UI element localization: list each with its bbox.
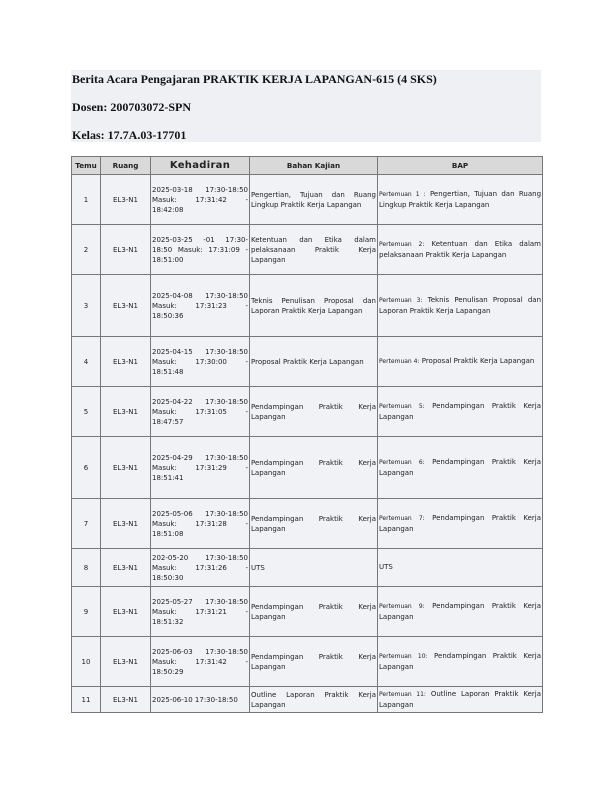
cell-ruang [101,587,151,637]
cell-ruang [101,499,151,549]
bap-prefix: Pertemuan 3: [379,297,423,304]
cell-ruang [101,275,151,337]
col-header-temu: Temu [72,157,101,175]
col-header-bap: BAP [378,157,543,175]
cell-ruang-text: EL3-N1 [113,407,138,416]
cell-temu-text: 10 [81,657,91,666]
cell-bap [378,437,543,499]
cell-ruang [101,175,151,225]
cell-temu [72,275,101,337]
cell-temu [72,499,101,549]
cell-kehadiran-text: 2025-04-22 17:30-18:50 Masuk: 17:31:05 - 18:47:57 [152,397,248,426]
cell-bahan-kajian [250,687,378,713]
cell-bahan-kajian [250,587,378,637]
table-row [72,275,543,337]
cell-bap [378,549,543,587]
cell-kehadiran-text: 2025-04-08 17:30-18:50 Masuk: 17:31:23 - 18:50:36 [152,291,248,320]
col-header-kehadiran: Kehadiran [151,157,250,175]
bap-text: Proposal Praktik Kerja Lapangan [421,357,535,365]
cell-bahan-kajian [250,275,378,337]
bap-prefix: Pertemuan 6: [379,459,425,466]
cell-temu-text: 8 [83,563,89,572]
cell-temu [72,587,101,637]
table-row [72,637,543,687]
cell-kehadiran-text: 2025-05-27 17:30-18:50 Masuk: 17:31:21 - 18:51:32 [152,597,248,626]
bap-prefix: Pertemuan 2: [379,241,425,248]
bap-text: Teknis Penulisan Proposal dan Laporan Praktik Kerja Lapangan [379,296,541,315]
cell-bap [378,387,543,437]
cell-ruang [101,687,151,713]
bap-prefix: Pertemuan 4: [379,358,420,365]
cell-bap [378,499,543,549]
bap-text: UTS [379,563,393,571]
bap-text: Pendampingan Praktik Kerja Lapangan [379,602,541,621]
cell-kehadiran-text: 2025-06-10 17:30-18:50 [152,695,238,704]
cell-kehadiran [151,437,250,499]
bap-text: Pendampingan Praktik Kerja Lapangan [379,652,541,671]
table-row [72,225,543,275]
cell-bahan-kajian [250,387,378,437]
col-header-bahan-kajian: Bahan Kajian [250,157,378,175]
cell-kehadiran-text: 2025-04-15 17:30-18:50 Masuk: 17:30:00 - 18:51:48 [152,347,248,376]
table-row [72,549,543,587]
attendance-table [71,156,543,713]
cell-kehadiran-text: 2025-03-18 17:30-18:50 Masuk: 17:31:42 - 18:42:08 [152,185,248,214]
cell-ruang-text: EL3-N1 [113,519,138,528]
cell-ruang-text: EL3-N1 [113,463,138,472]
cell-temu-text: 5 [83,407,89,416]
cell-bap [378,225,543,275]
cell-kehadiran [151,175,250,225]
cell-temu-text: 9 [83,607,89,616]
class-line: Kelas: 17.7A.03-17701 [72,128,187,142]
cell-bahan-kajian-text: Pendampingan Praktik Kerja Lapangan [251,514,376,533]
cell-temu [72,225,101,275]
cell-temu [72,175,101,225]
cell-kehadiran [151,499,250,549]
cell-bahan-kajian [250,337,378,387]
cell-temu [72,687,101,713]
cell-bap [378,687,543,713]
cell-ruang-text: EL3-N1 [113,195,138,204]
cell-bahan-kajian [250,437,378,499]
bap-prefix: Pertemuan 9: [379,603,425,610]
cell-bahan-kajian-text: Pendampingan Praktik Kerja Lapangan [251,602,376,621]
cell-kehadiran [151,275,250,337]
bap-text: Outline Laporan Praktik Kerja Lapangan [379,690,542,709]
cell-bahan-kajian-text: Teknis Penulisan Proposal dan Laporan Praktik Kerja Lapangan [251,296,376,315]
cell-temu-text: 2 [83,245,89,254]
bap-text: Pendampingan Praktik Kerja Lapangan [379,458,541,477]
bap-text: Pendampingan Praktik Kerja Lapangan [379,514,541,533]
cell-temu-text: 3 [83,301,89,310]
cell-temu-text: 4 [83,357,89,366]
cell-ruang-text: EL3-N1 [113,657,138,666]
bap-text: Pengertian, Tujuan dan Ruang Lingkup Praktik Kerja Lapangan [379,190,542,209]
cell-temu-text: 6 [83,463,89,472]
cell-bap [378,275,543,337]
cell-temu-text: 7 [83,519,89,528]
cell-bahan-kajian-text: Ketentuan dan Etika dalam pelaksanaan Praktik Kerja Lapangan [251,235,376,264]
cell-temu [72,637,101,687]
document-title: Berita Acara Pengajaran PRAKTIK KERJA LAPANGAN-615 (4 SKS) [72,72,437,86]
cell-bahan-kajian [250,499,378,549]
bap-prefix: Pertemuan 7: [379,515,425,522]
table-row [72,437,543,499]
cell-bap [378,637,543,687]
bap-prefix: Pertemuan 11: [379,691,426,698]
cell-temu [72,337,101,387]
cell-temu-text: 11 [81,695,91,704]
cell-bap [378,337,543,387]
cell-kehadiran-text: 2025-05-06 17:30-18:50 Masuk: 17:31:28 - 18:51:08 [152,509,248,538]
cell-temu [72,549,101,587]
lecturer-line: Dosen: 200703072-SPN [72,100,191,114]
cell-ruang-text: EL3-N1 [113,245,138,254]
cell-ruang [101,225,151,275]
cell-ruang-text: EL3-N1 [113,563,138,572]
cell-bap [378,175,543,225]
cell-bahan-kajian [250,225,378,275]
cell-kehadiran-text: 2025-03-25 -01 17:30-18:50 Masuk: 17:31:09 - 18:51:00 [152,235,248,264]
cell-temu-text: 1 [83,195,89,204]
cell-kehadiran [151,687,250,713]
cell-ruang [101,387,151,437]
cell-kehadiran-text: 202-05-20 17:30-18:50 Masuk: 17:31:26 - 18:50:30 [152,553,248,582]
cell-bahan-kajian-text: UTS [251,563,265,572]
bap-prefix: Pertemuan 5: [379,403,425,410]
cell-bap [378,587,543,637]
col-header-ruang: Ruang [101,157,151,175]
table-row [72,587,543,637]
cell-bahan-kajian [250,175,378,225]
cell-bahan-kajian-text: Proposal Praktik Kerja Lapangan [251,357,364,366]
cell-ruang-text: EL3-N1 [113,695,138,704]
cell-kehadiran [151,225,250,275]
cell-bahan-kajian [250,549,378,587]
table-header-row [72,157,543,175]
cell-ruang [101,437,151,499]
cell-temu [72,437,101,499]
cell-bahan-kajian-text: Pendampingan Praktik Kerja Lapangan [251,458,376,477]
table-row [72,337,543,387]
cell-kehadiran [151,387,250,437]
cell-ruang [101,637,151,687]
table-row [72,687,543,713]
cell-ruang-text: EL3-N1 [113,301,138,310]
cell-bahan-kajian [250,637,378,687]
cell-kehadiran-text: 2025-04-29 17:30-18:50 Masuk: 17:31:29 - 18:51:41 [152,453,248,482]
bap-text: Ketentuan dan Etika dalam pelaksanaan Praktik Kerja Lapangan [379,240,541,259]
cell-bahan-kajian-text: Pendampingan Praktik Kerja Lapangan [251,402,376,421]
cell-ruang-text: EL3-N1 [113,607,138,616]
cell-bahan-kajian-text: Pendampingan Praktik Kerja Lapangan [251,652,376,671]
table-row [72,175,543,225]
cell-kehadiran [151,549,250,587]
cell-kehadiran-text: 2025-06-03 17:30-18:50 Masuk: 17:31:42 - 18:50:29 [152,647,248,676]
table-row [72,499,543,549]
cell-kehadiran [151,337,250,387]
bap-prefix: Pertemuan 1 : [379,191,426,198]
bap-prefix: Pertemuan 10: [379,653,428,660]
cell-bahan-kajian-text: Outline Laporan Praktik Kerja Lapangan [251,690,376,709]
cell-ruang-text: EL3-N1 [113,357,138,366]
cell-ruang [101,549,151,587]
cell-kehadiran [151,637,250,687]
cell-bahan-kajian-text: Pengertian, Tujuan dan Ruang Lingkup Praktik Kerja Lapangan [251,190,376,209]
cell-kehadiran [151,587,250,637]
cell-temu [72,387,101,437]
cell-ruang [101,337,151,387]
bap-text: Pendampingan Praktik Kerja Lapangan [379,402,541,421]
table-row [72,387,543,437]
